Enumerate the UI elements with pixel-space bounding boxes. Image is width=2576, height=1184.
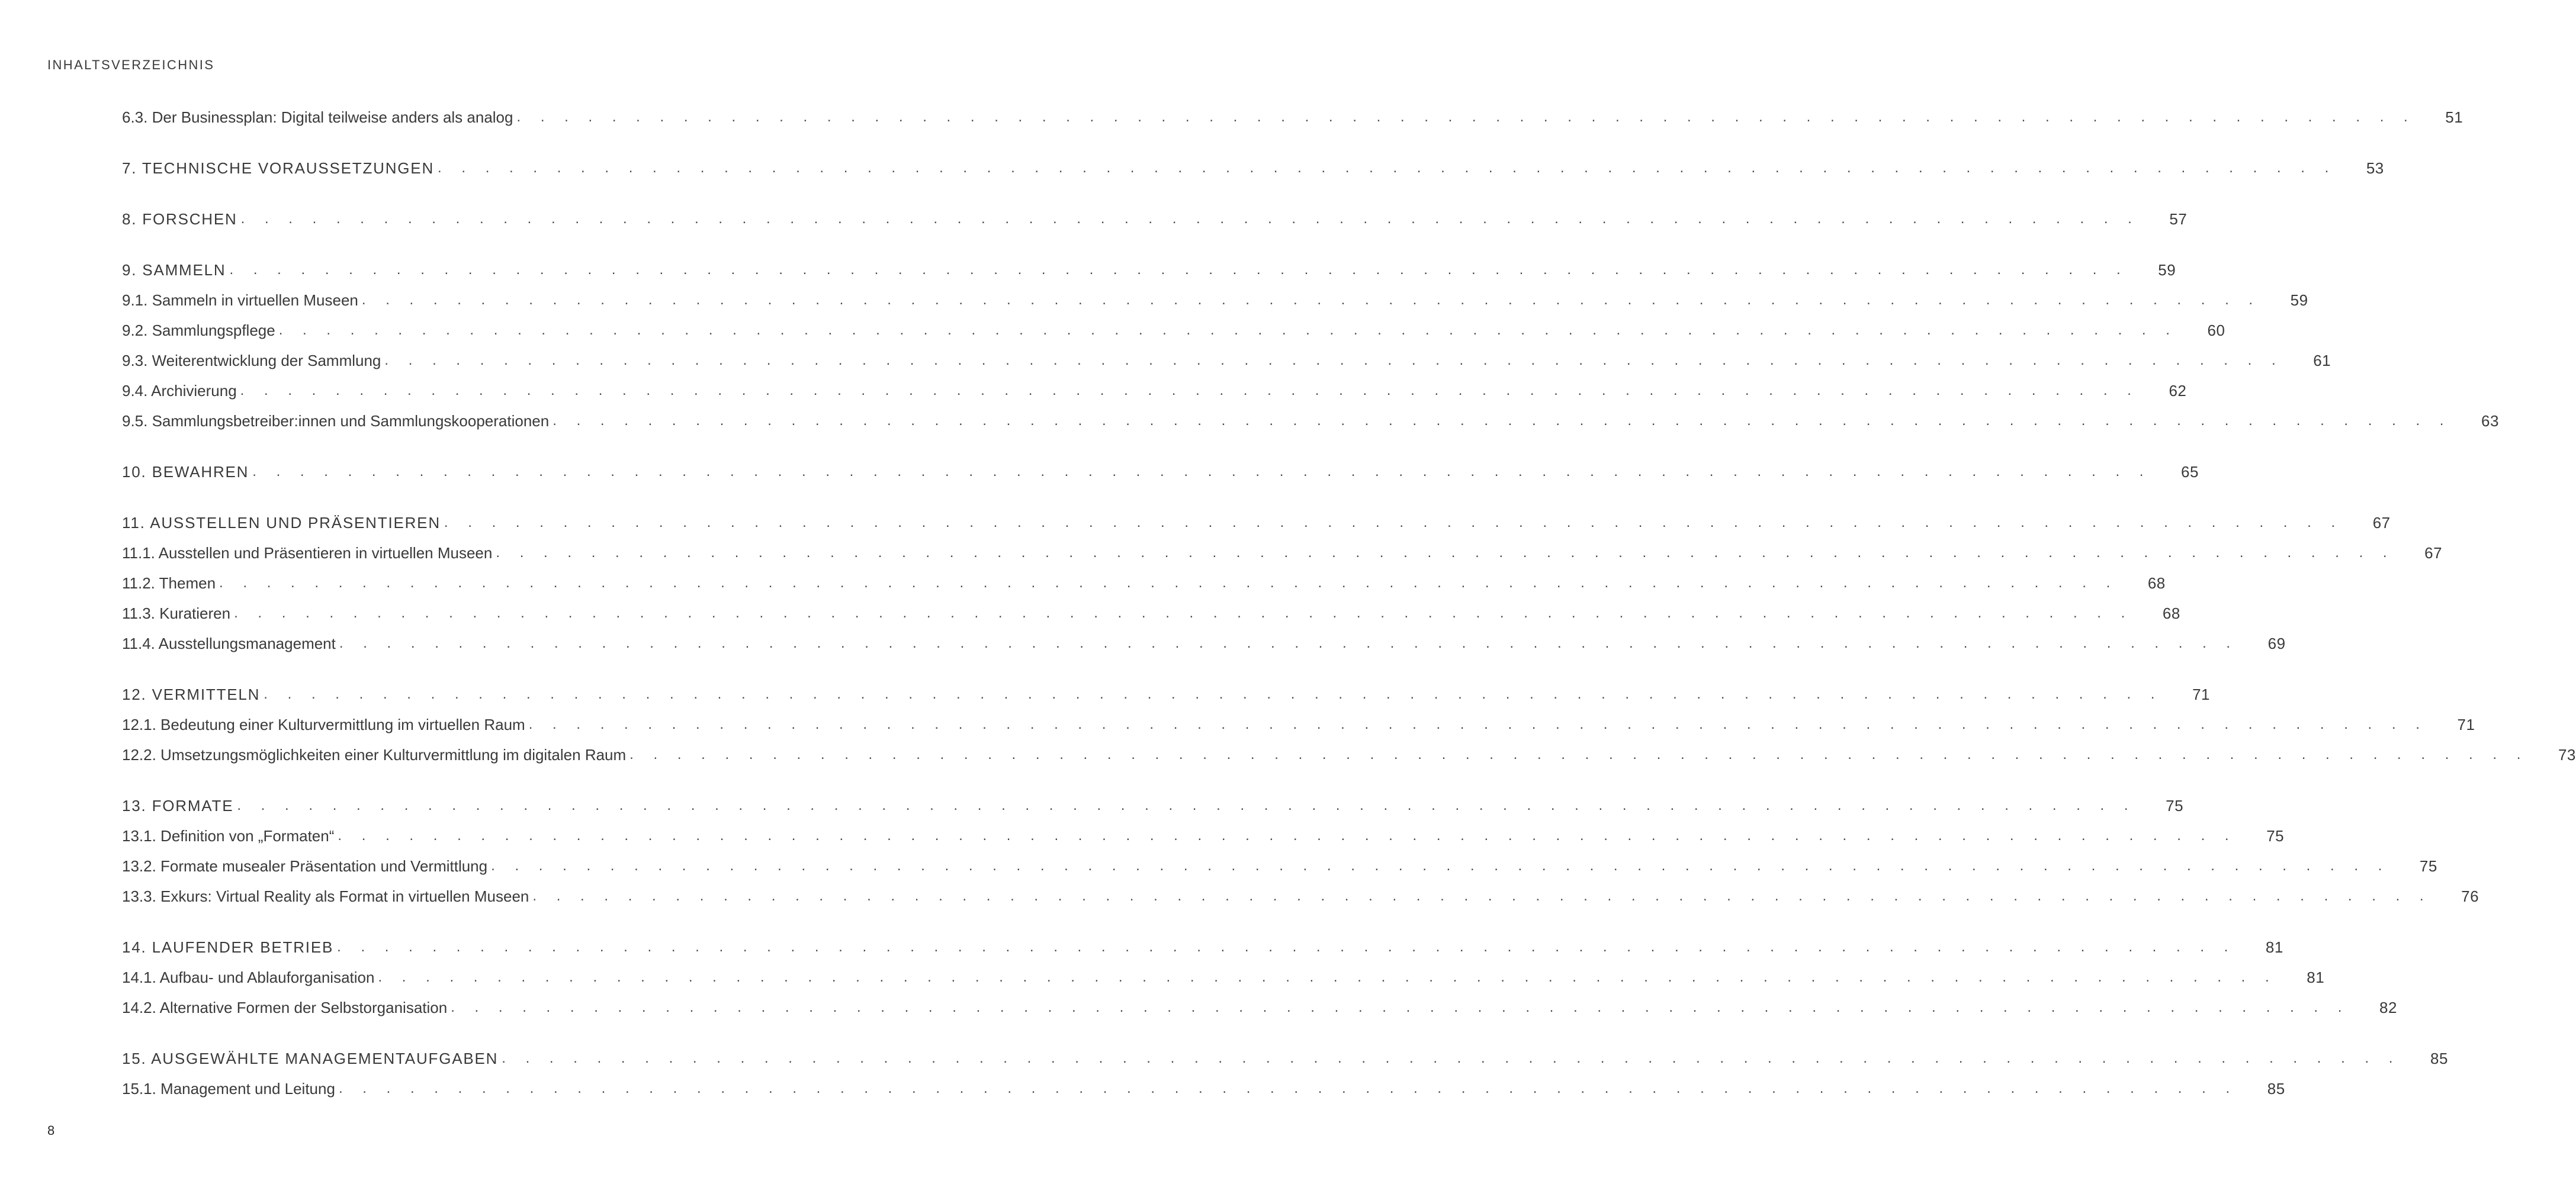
dot-leader: . . . . . . . . . . . . . . . . . . . . . . . . . . . . . . . . . . . . . . . . . . . . . . . . . . . . . . . . . . . . . . . . . . . . . . . . . . . . . . . . <box>532 887 2432 904</box>
dot-leader: . . . . . . . . . . . . . . . . . . . . . . . . . . . . . . . . . . . . . . . . . . . . . . . . . . . . . . . . . . . . . . . . . . . . . . . . . . . . . . . . <box>444 514 2343 530</box>
toc-entry-title: 8. FORSCHEN <box>122 210 241 229</box>
toc-entry-page: 68 <box>2162 604 2180 622</box>
toc-entry-page: 51 <box>2445 108 2463 126</box>
toc-section-entry <box>122 628 2286 658</box>
toc-entry-page: 71 <box>2457 715 2475 733</box>
table-of-contents <box>122 102 2576 1103</box>
toc-entry-page: 67 <box>2424 543 2443 562</box>
toc-entry-title: 12. VERMITTELN <box>122 685 264 704</box>
toc-chapter-entry <box>122 456 2199 487</box>
toc-entry-page: 75 <box>2266 826 2285 845</box>
toc-chapter-entry <box>122 932 2283 962</box>
toc-entry-page: 67 <box>2372 513 2391 532</box>
toc-entry-title: 12.2. Umsetzungsmöglichkeiten einer Kulturvermittlung im digitalen Raum <box>122 745 629 764</box>
dot-leader: . . . . . . . . . . . . . . . . . . . . . . . . . . . . . . . . . . . . . . . . . . . . . . . . . . . . . . . . . . . . . . . . . . . . . . . . . . . . . . . . <box>384 352 2284 368</box>
toc-entry-title: 9. SAMMELN <box>122 260 230 279</box>
toc-entry-title: 9.2. Sammlungspflege <box>122 321 279 340</box>
toc-entry-title: 11.1. Ausstellen und Präsentieren in virtuellen Museen <box>122 543 496 562</box>
toc-entry-page: 81 <box>2265 938 2283 956</box>
dot-leader: . . . . . . . . . . . . . . . . . . . . . . . . . . . . . . . . . . . . . . . . . . . . . . . . . . . . . . . . . . . . . . . . . . . . . . . . . . . . . . . . <box>438 159 2337 176</box>
toc-entry-page: 65 <box>2181 462 2199 481</box>
dot-leader: . . . . . . . . . . . . . . . . . . . . . . . . . . . . . . . . . . . . . . . . . . . . . . . . . . . . . . . . . . . . . . . . . . . . . . . . . . . . . . . . <box>361 291 2261 308</box>
toc-entry-title: 6.3. Der Businessplan: Digital teilweise anders als analog <box>122 108 516 127</box>
toc-entry-page: 69 <box>2267 634 2286 652</box>
toc-entry-title: 14.2. Alternative Formen der Selbstorganisation <box>122 998 451 1017</box>
toc-entry-page: 61 <box>2313 351 2331 369</box>
dot-leader: . . . . . . . . . . . . . . . . . . . . . . . . . . . . . . . . . . . . . . . . . . . . . . . . . . . . . . . . . . . . . . . . . . . . . . . . . . . . . . . . <box>338 827 2237 844</box>
toc-entry-title: 9.4. Archivierung <box>122 381 240 400</box>
dot-leader: . . . . . . . . . . . . . . . . . . . . . . . . . . . . . . . . . . . . . . . . . . . . . . . . . . . . . . . . . . . . . . . . . . . . . . . . . . . . . . . . <box>234 604 2133 621</box>
toc-section-entry <box>122 851 2437 881</box>
dot-leader: . . . . . . . . . . . . . . . . . . . . . . . . . . . . . . . . . . . . . . . . . . . . . . . . . . . . . . . . . . . . . . . . . . . . . . . . . . . . . . . . <box>337 938 2236 955</box>
dot-leader: . . . . . . . . . . . . . . . . . . . . . . . . . . . . . . . . . . . . . . . . . . . . . . . . . . . . . . . . . . . . . . . . . . . . . . . . . . . . . . . . <box>502 1050 2401 1066</box>
dot-leader: . . . . . . . . . . . . . . . . . . . . . . . . . . . . . . . . . . . . . . . . . . . . . . . . . . . . . . . . . . . . . . . . . . . . . . . . . . . . . . . . <box>491 857 2390 874</box>
toc-section-entry <box>122 285 2308 315</box>
toc-entry-page: 57 <box>2169 210 2188 228</box>
toc-section-entry <box>122 375 2187 406</box>
toc-entry-title: 11.4. Ausstellungsmanagement <box>122 634 339 653</box>
toc-section-entry <box>122 821 2285 851</box>
toc-entry-page: 68 <box>2147 574 2166 592</box>
toc-entry-page: 85 <box>2430 1049 2448 1067</box>
toc-chapter-entry <box>122 153 2384 183</box>
toc-entry-page: 59 <box>2158 260 2176 279</box>
toc-entry-page: 76 <box>2461 887 2479 905</box>
toc-entry-title: 15.1. Management und Leitung <box>122 1079 339 1098</box>
toc-section-entry <box>122 992 2397 1022</box>
toc-section-entry <box>122 709 2475 739</box>
toc-chapter-entry <box>122 255 2176 285</box>
toc-entry-page: 53 <box>2366 159 2384 177</box>
toc-entry-title: 13. FORMATE <box>122 796 237 815</box>
toc-chapter-entry <box>122 679 2210 709</box>
toc-entry-title: 11. AUSSTELLEN UND PRÄSENTIEREN <box>122 513 444 532</box>
toc-entry-title: 9.3. Weiterentwicklung der Sammlung <box>122 351 384 370</box>
toc-entry-title: 15. AUSGEWÄHLTE MANAGEMENTAUFGABEN <box>122 1049 502 1068</box>
toc-entry-title: 9.5. Sammlungsbetreiber:innen und Sammlungskooperationen <box>122 411 553 430</box>
toc-chapter-entry <box>122 507 2391 538</box>
toc-section-entry <box>122 345 2331 375</box>
toc-entry-page: 59 <box>2290 291 2308 309</box>
dot-leader: . . . . . . . . . . . . . . . . . . . . . . . . . . . . . . . . . . . . . . . . . . . . . . . . . . . . . . . . . . . . . . . . . . . . . . . . . . . . . . . . <box>553 412 2452 429</box>
toc-section-entry <box>122 538 2443 568</box>
toc-chapter-entry <box>122 1043 2448 1073</box>
dot-leader: . . . . . . . . . . . . . . . . . . . . . . . . . . . . . . . . . . . . . . . . . . . . . . . . . . . . . . . . . . . . . . . . . . . . . . . . . . . . . . . . <box>338 1080 2238 1096</box>
running-head-title: INHALTSVERZEICHNIS <box>47 57 215 72</box>
toc-section-entry <box>122 406 2499 436</box>
dot-leader: . . . . . . . . . . . . . . . . . . . . . . . . . . . . . . . . . . . . . . . . . . . . . . . . . . . . . . . . . . . . . . . . . . . . . . . . . . . . . . . . <box>516 108 2416 125</box>
toc-entry-title: 14. LAUFENDER BETRIEB <box>122 938 337 957</box>
toc-entry-page: 81 <box>2307 968 2325 986</box>
dot-leader: . . . . . . . . . . . . . . . . . . . . . . . . . . . . . . . . . . . . . . . . . . . . . . . . . . . . . . . . . . . . . . . . . . . . . . . . . . . . . . . . <box>240 210 2140 227</box>
toc-entry-title: 10. BEWAHREN <box>122 462 252 481</box>
dot-leader: . . . . . . . . . . . . . . . . . . . . . . . . . . . . . . . . . . . . . . . . . . . . . . . . . . . . . . . . . . . . . . . . . . . . . . . . . . . . . . . . <box>237 797 2137 813</box>
toc-entry-page: 75 <box>2419 857 2437 875</box>
toc-entry-page: 71 <box>2192 685 2210 703</box>
dot-leader: . . . . . . . . . . . . . . . . . . . . . . . . . . . . . . . . . . . . . . . . . . . . . . . . . . . . . . . . . . . . . . . . . . . . . . . . . . . . . . . . <box>496 544 2395 561</box>
dot-leader: . . . . . . . . . . . . . . . . . . . . . . . . . . . . . . . . . . . . . . . . . . . . . . . . . . . . . . . . . . . . . . . . . . . . . . . . . . . . . . . . <box>451 999 2350 1015</box>
toc-entry-title: 13.3. Exkurs: Virtual Reality als Format in virtuellen Museen <box>122 887 532 906</box>
toc-entry-title: 12.1. Bedeutung einer Kulturvermittlung im virtuellen Raum <box>122 715 529 734</box>
toc-section-entry <box>122 739 2576 770</box>
dot-leader: . . . . . . . . . . . . . . . . . . . . . . . . . . . . . . . . . . . . . . . . . . . . . . . . . . . . . . . . . . . . . . . . . . . . . . . . . . . . . . . . <box>629 746 2529 762</box>
dot-leader: . . . . . . . . . . . . . . . . . . . . . . . . . . . . . . . . . . . . . . . . . . . . . . . . . . . . . . . . . . . . . . . . . . . . . . . . . . . . . . . . <box>528 716 2428 732</box>
toc-entry-title: 11.3. Kuratieren <box>122 604 234 623</box>
toc-entry-page: 62 <box>2169 381 2187 400</box>
toc-section-entry <box>122 598 2180 628</box>
toc-section-entry <box>122 102 2463 132</box>
dot-leader: . . . . . . . . . . . . . . . . . . . . . . . . . . . . . . . . . . . . . . . . . . . . . . . . . . . . . . . . . . . . . . . . . . . . . . . . . . . . . . . . <box>378 969 2278 985</box>
toc-entry-page: 75 <box>2166 796 2184 815</box>
toc-section-entry <box>122 881 2479 911</box>
toc-section-entry <box>122 315 2225 345</box>
toc-chapter-entry <box>122 204 2188 234</box>
toc-entry-page: 60 <box>2207 321 2225 339</box>
dot-leader: . . . . . . . . . . . . . . . . . . . . . . . . . . . . . . . . . . . . . . . . . . . . . . . . . . . . . . . . . . . . . . . . . . . . . . . . . . . . . . . . <box>252 463 2151 480</box>
toc-entry-title: 9.1. Sammeln in virtuellen Museen <box>122 291 362 310</box>
dot-leader: . . . . . . . . . . . . . . . . . . . . . . . . . . . . . . . . . . . . . . . . . . . . . . . . . . . . . . . . . . . . . . . . . . . . . . . . . . . . . . . . <box>278 321 2178 338</box>
toc-entry-page: 63 <box>2481 411 2499 430</box>
toc-entry-title: 14.1. Aufbau- und Ablauforganisation <box>122 968 378 987</box>
page-number: 8 <box>47 1123 55 1138</box>
dot-leader: . . . . . . . . . . . . . . . . . . . . . . . . . . . . . . . . . . . . . . . . . . . . . . . . . . . . . . . . . . . . . . . . . . . . . . . . . . . . . . . . <box>240 382 2140 398</box>
toc-section-entry <box>122 568 2166 598</box>
toc-entry-title: 7. TECHNISCHE VORAUSSETZUNGEN <box>122 159 438 178</box>
toc-entry-page: 73 <box>2558 745 2576 764</box>
toc-section-entry <box>122 962 2325 992</box>
toc-section-entry <box>122 1073 2285 1103</box>
toc-chapter-entry <box>122 790 2184 821</box>
dot-leader: . . . . . . . . . . . . . . . . . . . . . . . . . . . . . . . . . . . . . . . . . . . . . . . . . . . . . . . . . . . . . . . . . . . . . . . . . . . . . . . . <box>229 261 2129 278</box>
toc-entry-title: 13.2. Formate musealer Präsentation und Vermittlung <box>122 857 491 876</box>
dot-leader: . . . . . . . . . . . . . . . . . . . . . . . . . . . . . . . . . . . . . . . . . . . . . . . . . . . . . . . . . . . . . . . . . . . . . . . . . . . . . . . . <box>339 635 2238 651</box>
dot-leader: . . . . . . . . . . . . . . . . . . . . . . . . . . . . . . . . . . . . . . . . . . . . . . . . . . . . . . . . . . . . . . . . . . . . . . . . . . . . . . . . <box>264 686 2163 702</box>
toc-entry-title: 11.2. Themen <box>122 574 219 593</box>
toc-entry-page: 82 <box>2379 998 2397 1016</box>
toc-entry-page: 85 <box>2267 1079 2285 1098</box>
toc-entry-title: 13.1. Definition von „Formaten“ <box>122 826 338 845</box>
dot-leader: . . . . . . . . . . . . . . . . . . . . . . . . . . . . . . . . . . . . . . . . . . . . . . . . . . . . . . . . . . . . . . . . . . . . . . . . . . . . . . . . <box>219 574 2118 591</box>
